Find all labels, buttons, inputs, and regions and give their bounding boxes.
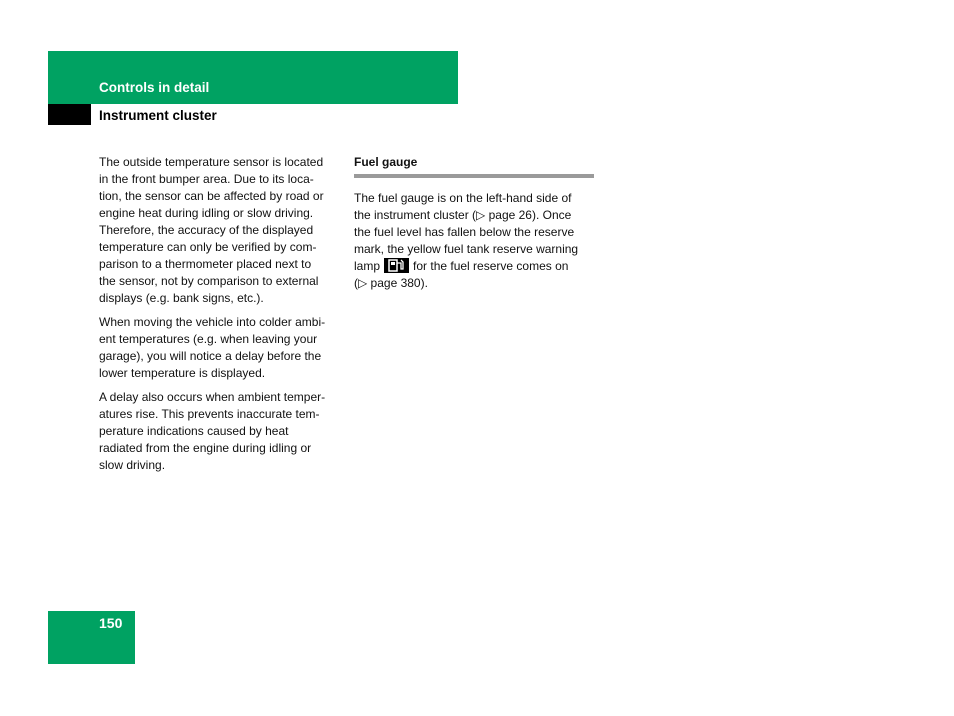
- text-line: atures rise. This prevents inaccurate tem-: [99, 407, 320, 421]
- right-column: [354, 154, 594, 299]
- text-line: engine heat during idling or slow driving.: [99, 206, 314, 220]
- text-line: displays (e.g. bank signs, etc.).: [99, 291, 264, 305]
- lamp-text-after: for the fuel reserve comes on: [413, 259, 569, 273]
- text-line: temperature can only be verified by com-: [99, 240, 317, 254]
- text-line: lower temperature is displayed.: [99, 366, 266, 380]
- fuel-pump-icon: [384, 258, 409, 273]
- lamp-text-before: lamp: [354, 259, 381, 273]
- text-line: tion, the sensor can be affected by road or: [99, 189, 324, 203]
- paragraph-colder-temperatures: [99, 314, 342, 382]
- text-line: A delay also occurs when ambient temper-: [99, 390, 326, 404]
- text-line: radiated from the engine during idling or: [99, 441, 312, 455]
- text-line: mark, the yellow fuel tank reserve warning: [354, 242, 579, 256]
- text-line: ent temperatures (e.g. when leaving your: [99, 332, 318, 346]
- subsection-title: Instrument cluster: [99, 108, 217, 123]
- paragraph-sensor-location: [99, 154, 342, 307]
- text-line: the sensor, not by comparison to external: [99, 274, 319, 288]
- text-line: in the front bumper area. Due to its loca-: [99, 172, 314, 186]
- section-marker: [48, 104, 91, 125]
- left-column: [99, 154, 342, 481]
- text-line: the fuel level has fallen below the reserve: [354, 225, 575, 239]
- text-line: the instrument cluster (▷ page 26). Once: [354, 208, 572, 222]
- text-line: garage), you will notice a delay before the: [99, 349, 322, 363]
- paragraph-rising-temperatures: [99, 389, 342, 474]
- text-line: When moving the vehicle into colder ambi-: [99, 315, 326, 329]
- text-line: Therefore, the accuracy of the displayed: [99, 223, 314, 237]
- header-band: [48, 51, 458, 104]
- paragraph-fuel-gauge: [354, 190, 594, 292]
- text-line: parison to a thermometer placed next to: [99, 257, 312, 271]
- text-line: perature indications caused by heat: [99, 424, 289, 438]
- page-number: 150: [99, 615, 123, 631]
- text-line: The outside temperature sensor is located: [99, 155, 324, 169]
- fuel-gauge-heading: Fuel gauge: [354, 154, 594, 178]
- text-line: slow driving.: [99, 458, 166, 472]
- text-line: The fuel gauge is on the left-hand side of: [354, 191, 572, 205]
- section-title: Controls in detail: [99, 80, 210, 95]
- text-line: (▷ page 380).: [354, 276, 428, 290]
- text-line-with-lamp: [354, 258, 594, 275]
